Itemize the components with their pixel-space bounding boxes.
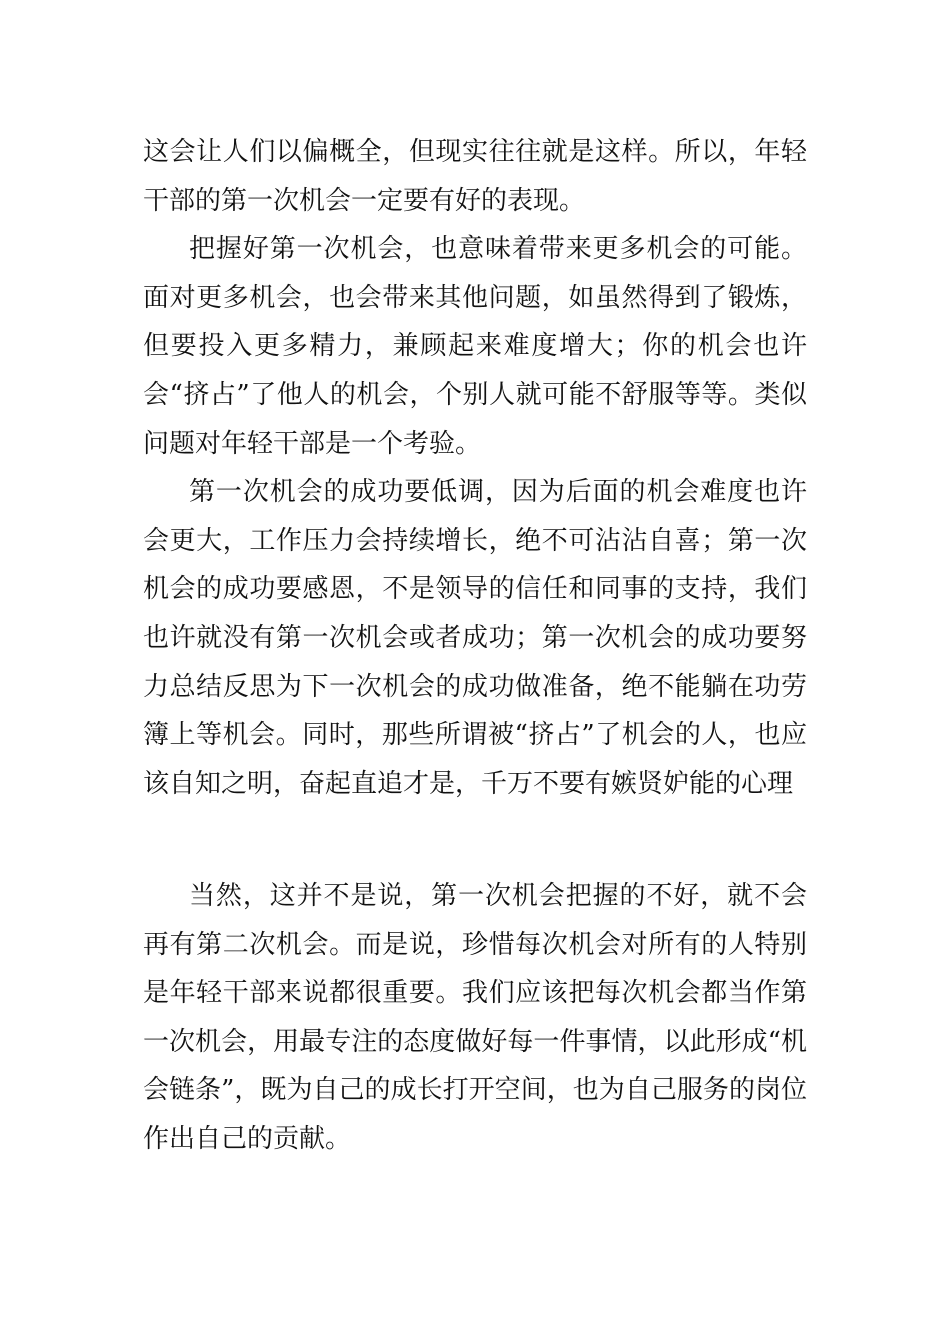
paragraph-3: 第一次机会的成功要低调，因为后面的机会难度也许会更大，工作压力会持续增长，绝不可沾沾自喜；第一次机会的成功要感恩，不是领导的信任和同事的支持，我们也许就没有第一次机会或者成功；第一次机会的成功要努力总结反思为下一次机会的成功做准备，绝不能躺在功劳簿上等机会。同时，那些所谓被“挤占”了机会的人，也应该自知之明，奋起直追才是，千万不要有嫉贤妒能的心理 <box>143 477 807 799</box>
paragraph-4: 当然，这并不是说，第一次机会把握的不好，就不会再有第二次机会。而是说，珍惜每次机会对所有的人特别是年轻干部来说都很重要。我们应该把每次机会都当作第一次机会，用最专注的态度做好每一件事情，以此形成“机会链条”，既为自己的成长打开空间，也为自己服务的岗位作出自己的贡献。 <box>143 881 807 1154</box>
body-text-lower <box>143 872 807 1164</box>
body-text-upper <box>143 128 807 808</box>
paragraph-2: 把握好第一次机会，也意味着带来更多机会的可能。面对更多机会，也会带来其他问题，如虽然得到了锻炼，但要投入更多精力，兼顾起来难度增大；你的机会也许会“挤占”了他人的机会，个别人就可能不舒服等等。类似问题对年轻干部是一个考验。 <box>143 234 807 459</box>
paragraph-1: 这会让人们以偏概全，但现实往往就是这样。所以，年轻干部的第一次机会一定要有好的表现。 <box>143 137 807 216</box>
